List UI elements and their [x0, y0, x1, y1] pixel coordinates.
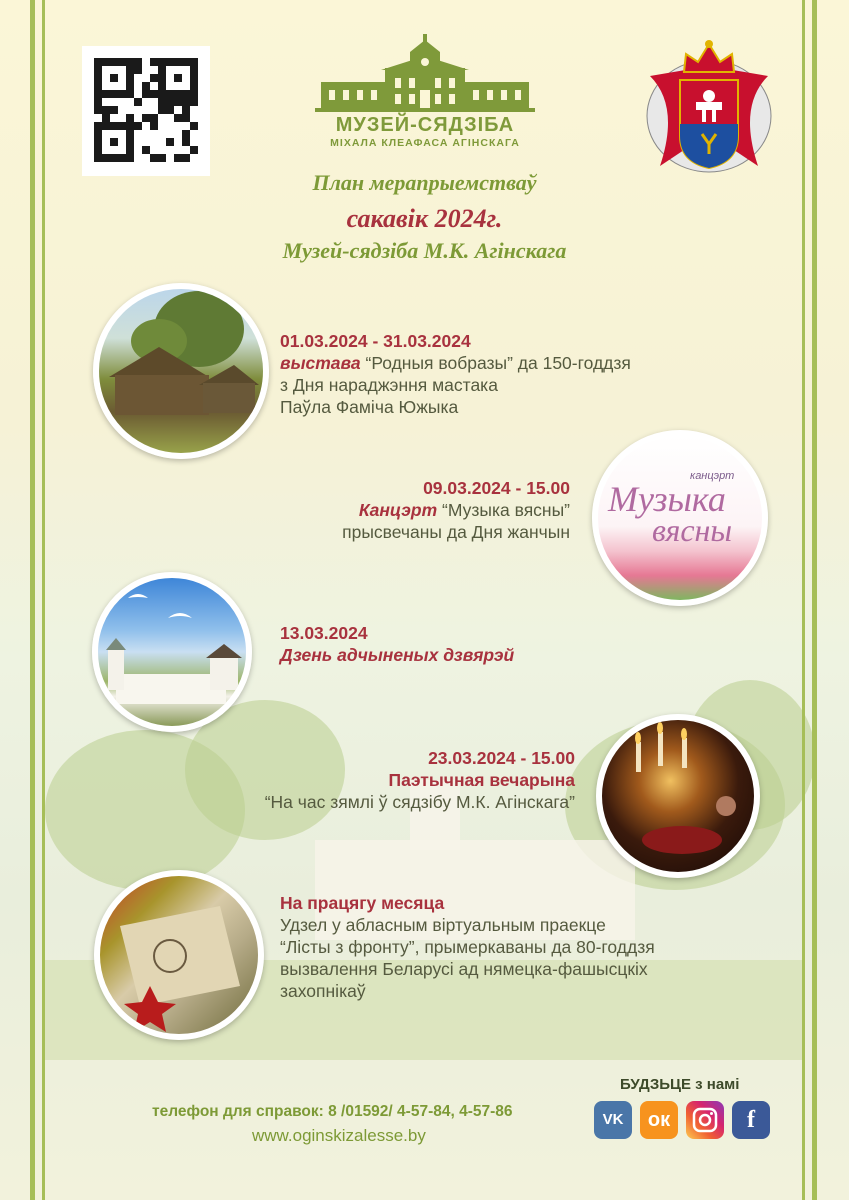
- event-description: Паўла Фаміча Южыка: [280, 397, 459, 417]
- candlelight-evening-image: [596, 714, 760, 878]
- event-open-day: [280, 622, 680, 666]
- painting-exhibition-image: [93, 283, 269, 459]
- event-concert: [200, 477, 570, 543]
- event-description: вызвалення Беларусі ад нямецка-фашысцкіх: [280, 959, 648, 979]
- event-description: захопнікаў: [280, 981, 366, 1001]
- event-type: выстава: [280, 353, 361, 373]
- event-date: 01.03.2024 - 31.03.2024: [280, 331, 471, 351]
- vk-icon[interactable]: VK: [594, 1101, 632, 1139]
- qr-code[interactable]: [82, 46, 210, 176]
- event-type: Дзень адчыненых дзвярэй: [280, 645, 515, 665]
- coat-of-arms-icon: [640, 36, 778, 174]
- facebook-icon[interactable]: f: [732, 1101, 770, 1139]
- letters-from-front-image: [94, 870, 264, 1040]
- event-type: Канцэрт: [358, 500, 438, 520]
- event-title: “Родныя вобразы” да 150-годдзя: [360, 353, 631, 373]
- event-date: 23.03.2024 - 15.00: [428, 748, 575, 768]
- qr-code-pattern: [94, 58, 198, 162]
- event-title: “На час зямлі ў сядзібу М.К. Агінскага”: [264, 792, 575, 812]
- event-description: “Лісты з фронту”, прымеркаваны да 80-годдзя: [280, 937, 655, 957]
- logo-title: МУЗЕЙ-СЯДЗІБА: [335, 114, 515, 136]
- event-poetry-evening: [150, 747, 575, 813]
- concert-label-music: Музыка: [608, 479, 726, 519]
- concert-label-small: канцэрт: [690, 470, 735, 482]
- follow-us-label: БУДЗЬЦЕ з намі: [620, 1076, 740, 1093]
- website-link[interactable]: www.oginskizalesse.by: [252, 1126, 426, 1145]
- event-type: Паэтычная вечарына: [388, 770, 575, 790]
- ok-icon[interactable]: ок: [640, 1101, 678, 1139]
- spring-concert-image: [592, 430, 768, 606]
- event-description: з Дня нараджэння мастака: [280, 375, 498, 395]
- event-title: “Музыка вясны”: [437, 500, 570, 520]
- phone-info: телефон для справок: 8 /01592/ 4-57-84, 4-57-86: [152, 1103, 513, 1120]
- instagram-icon[interactable]: [686, 1101, 724, 1139]
- plan-heading: План мерапрыемстваў: [312, 170, 537, 195]
- manor-building-icon: [315, 34, 535, 114]
- event-date: 13.03.2024: [280, 623, 368, 643]
- event-exhibition: [280, 330, 780, 418]
- event-description: Удзел у абласным віртуальным праекце: [280, 915, 606, 935]
- event-description: прысвечаны да Дня жанчын: [342, 522, 570, 542]
- museum-heading: Музей-сядзіба М.К. Агінскага: [282, 238, 567, 263]
- event-date: 09.03.2024 - 15.00: [423, 478, 570, 498]
- month-heading: сакавік 2024г.: [346, 204, 503, 233]
- concert-label-spring: вясны: [652, 512, 733, 548]
- open-day-image: [92, 572, 252, 732]
- event-date: На працягу месяца: [280, 893, 445, 913]
- museum-logo: [315, 34, 535, 149]
- event-monthly-project: [280, 892, 760, 1002]
- logo-subtitle: МІХАЛА КЛЕАФАСА АГІНСКАГА: [330, 137, 520, 149]
